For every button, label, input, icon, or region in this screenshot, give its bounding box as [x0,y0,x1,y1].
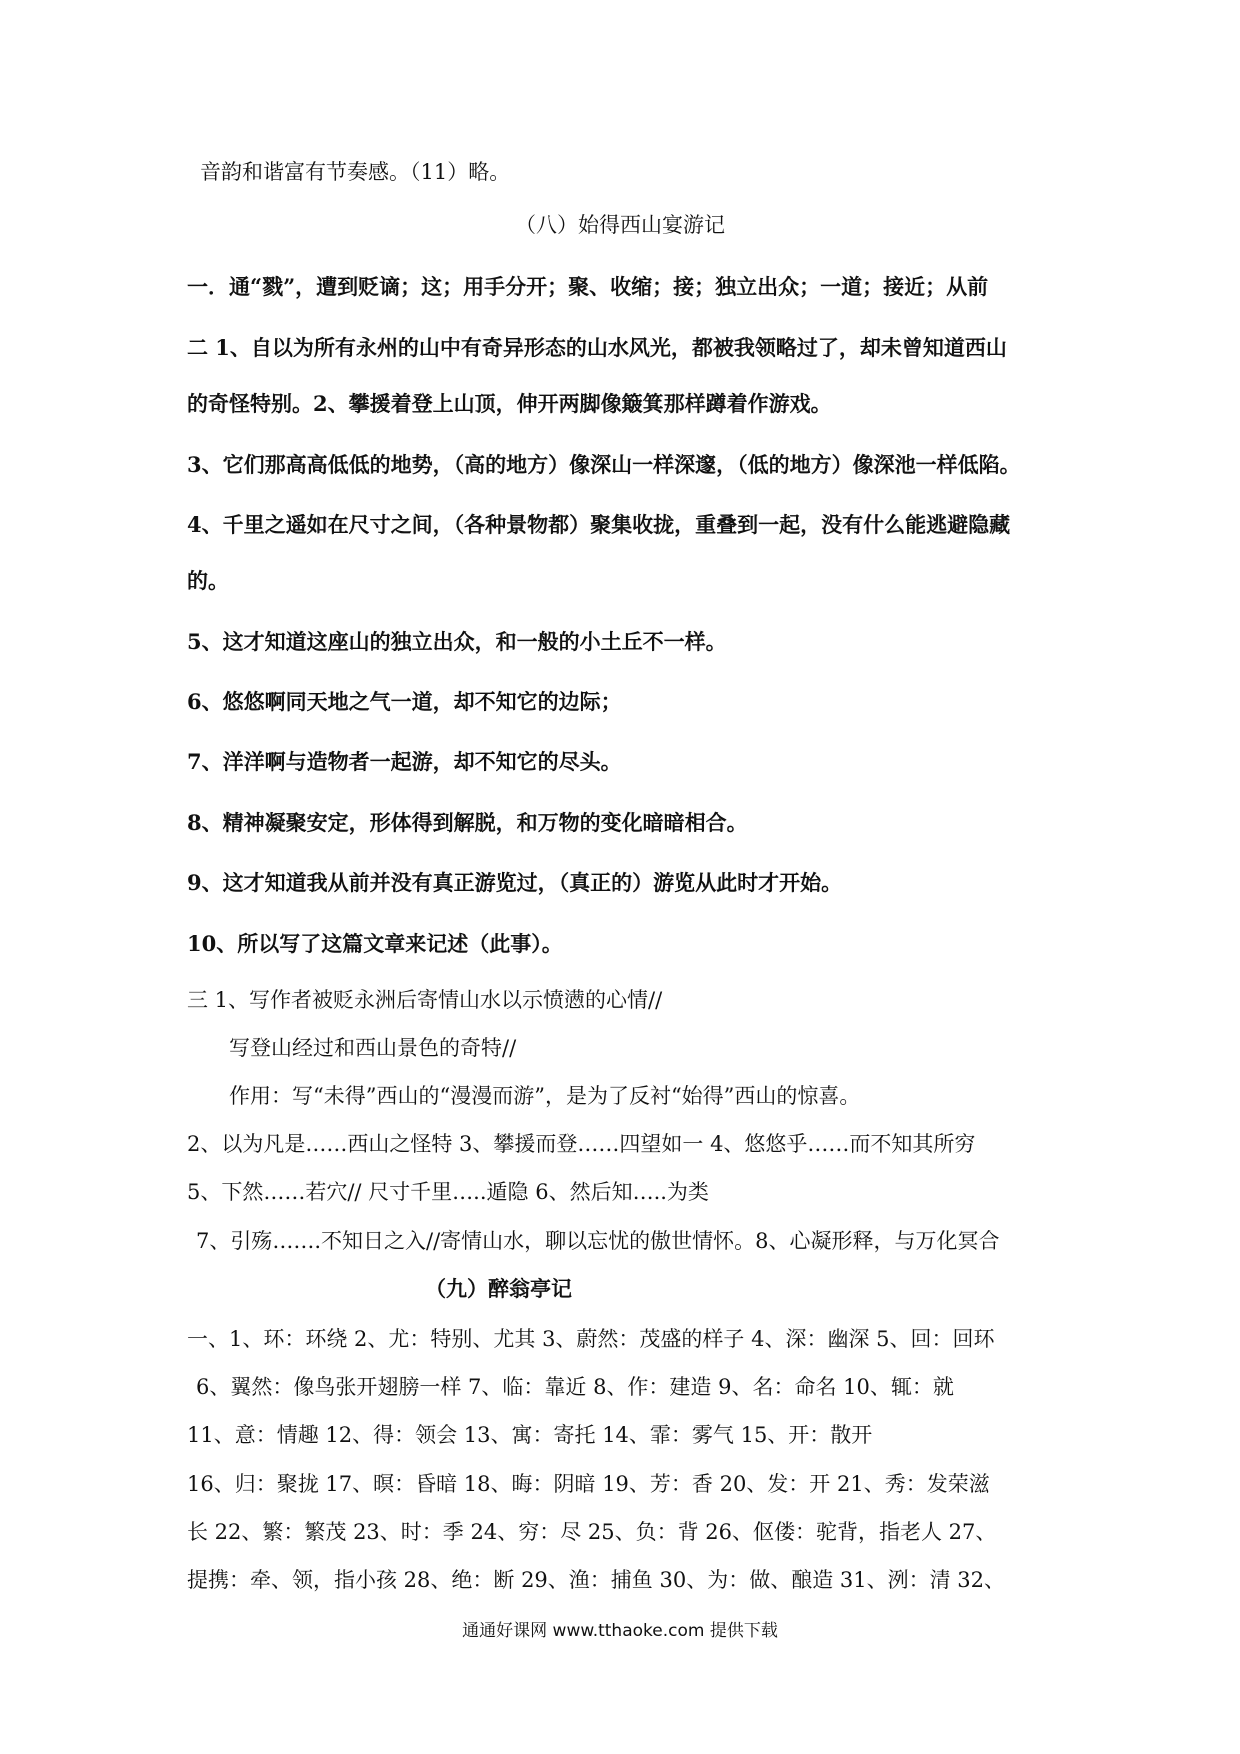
section-8-part-3-line: 7、引殇…….不知日之入//寄情山水，聊以忘忧的傲世情怀。8、心凝形释，与万化冥合 [196,1229,1000,1253]
section-8-part-2-line: 6、悠悠啊同天地之气一道，却不知它的边际； [187,689,622,714]
carryover-text: 音韵和谐富有节奏感。（11）略。 [200,160,511,184]
section-8-part-3-line: 写登山经过和西山景色的奇特// [229,1036,517,1060]
section-8-part-2-line: 10、所以写了这篇文章来记述（此事）。 [187,931,563,956]
section-9-line: 6、翼然：像鸟张开翅膀一样 7、临：靠近 8、作：建造 9、名：命名 10、辄：就 [196,1375,954,1399]
section-9-line: 11、意：情趣 12、得：领会 13、寓：寄托 14、霏：雾气 15、开：散开 [187,1423,873,1447]
section-8-part-2-line: 的奇怪特别。2、攀援着登上山顶，伸开两脚像簸箕那样蹲着作游戏。 [187,391,832,416]
section-8-part-1: 一．通“戮”，遭到贬谪；这；用手分开；聚、收缩；接；独立出众；一道；接近；从前 [187,274,989,299]
section-8-part-2-line: 3、它们那高高低低的地势，（高的地方）像深山一样深邃，（低的地方）像深池一样低陷。 [187,452,1021,477]
section-8-part-3-line: 5、下然……若穴// 尺寸千里…..遁隐 6、然后知…..为类 [187,1180,709,1204]
section-8-part-3-line: 作用：写“未得”西山的“漫漫而游”，是为了反衬“始得”西山的惊喜。 [229,1084,861,1108]
section-8-part-2-line: 4、千里之遥如在尺寸之间，（各种景物都）聚集收拢，重叠到一起，没有什么能逃避隐藏 [187,512,1011,537]
section-8-part-2-line: 8、精神凝聚安定，形体得到解脱，和万物的变化暗暗相合。 [187,810,748,835]
section-9-line: 长 22、繁：繁茂 23、时：季 24、穷：尽 25、负：背 26、伛偻：驼背，指老人 27、 [187,1520,997,1544]
section-8-part-2-line: 二 1、自以为所有永州的山中有奇异形态的山水风光，都被我领略过了，却未曾知道西山 [187,335,1007,360]
section-9-line: 16、归：聚拢 17、暝：昏暗 18、晦：阴暗 19、芳：香 20、发：开 21、秀：发荣滋 [187,1472,990,1496]
section-8-part-2-line: 7、洋洋啊与造物者一起游，却不知它的尽头。 [187,749,622,774]
section-8-part-2-line: 的。 [187,568,229,593]
section-9-line: 一、1、环：环绕 2、尤：特别、尤其 3、蔚然：茂盛的样子 4、深：幽深 5、回：回环 [187,1327,995,1351]
section-8-part-3-line: 2、以为凡是……西山之怪特 3、攀援而登……四望如一 4、悠悠乎……而不知其所穷 [187,1132,976,1156]
section-8-title: （八）始得西山宴游记 [515,213,725,237]
section-8-part-3-line: 三 1、写作者被贬永洲后寄情山水以示愤懑的心情// [187,988,663,1012]
section-8-part-2-line: 9、这才知道我从前并没有真正游览过，（真正的）游览从此时才开始。 [187,870,843,895]
section-9-title: （九）醉翁亭记 [425,1276,572,1301]
section-8-part-2-line: 5、这才知道这座山的独立出众，和一般的小土丘不一样。 [187,629,727,654]
footer-download-credit: 通通好课网 www.tthaoke.com 提供下载 [462,1621,778,1641]
section-9-line: 提携：牵、领，指小孩 28、绝：断 29、渔：捕鱼 30、为：做、酿造 31、洌：清 32、 [187,1568,1005,1592]
